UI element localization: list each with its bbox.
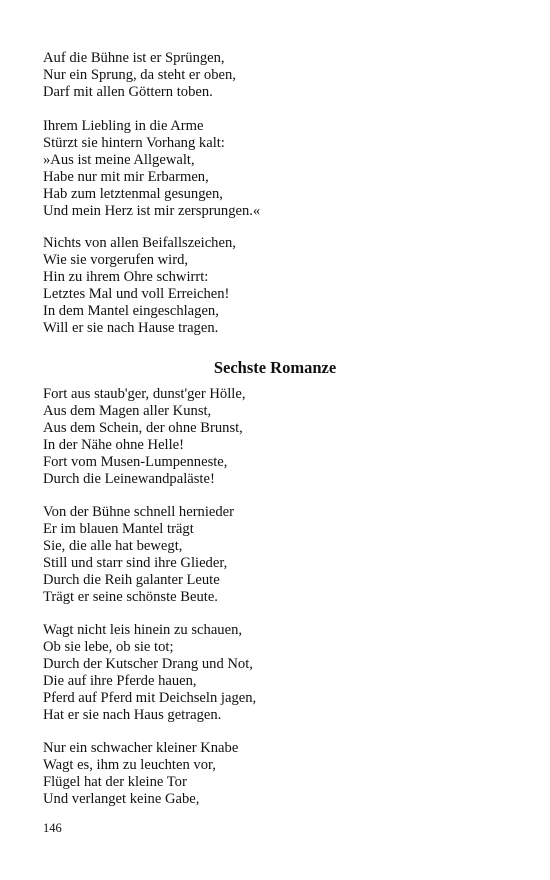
verse-line: Auf die Bühne ist er Sprüngen, <box>43 50 225 66</box>
verse-line: Wie sie vorgerufen wird, <box>43 251 189 268</box>
verse-line: Fort vom Musen-Lumpenneste, <box>43 453 228 470</box>
verse-line: Aus dem Schein, der ohne Brunst, <box>43 419 243 436</box>
verse-line: Und verlanget keine Gabe, <box>43 790 200 807</box>
verse-line: In der Nähe ohne Helle! <box>43 436 185 453</box>
verse-line: Nichts von allen Beifallszeichen, <box>43 235 236 251</box>
stanza <box>43 386 523 487</box>
verse-line: Pferd auf Pferd mit Deichseln jagen, <box>43 689 257 706</box>
verse-line: Und mein Herz ist mir zersprungen.« <box>43 202 261 219</box>
stanza <box>43 504 523 605</box>
stanza <box>43 50 523 101</box>
verse-line: Hin zu ihrem Ohre schwirrt: <box>43 268 209 285</box>
verse-line: Durch die Leinewandpaläste! <box>43 470 215 487</box>
verse-line: Von der Bühne schnell hernieder <box>43 504 235 520</box>
verse-line: In dem Mantel eingeschlagen, <box>43 302 219 319</box>
verse-line: Nur ein Sprung, da steht er oben, <box>43 66 236 83</box>
stanza <box>43 622 523 723</box>
verse-line: »Aus ist meine Allgewalt, <box>43 151 195 168</box>
verse-line: Ihrem Liebling in die Arme <box>43 118 204 134</box>
verse-line: Will er sie nach Hause tragen. <box>43 319 219 336</box>
verse-line: Sie, die alle hat bewegt, <box>43 537 183 554</box>
stanza <box>43 235 523 336</box>
verse-line: Die auf ihre Pferde hauen, <box>43 672 197 689</box>
verse-line: Nur ein schwacher kleiner Knabe <box>43 740 239 756</box>
verse-line: Still und starr sind ihre Glieder, <box>43 554 228 571</box>
page-number: 146 <box>43 821 62 835</box>
verse-line: Durch die Reih galanter Leute <box>43 571 220 588</box>
verse-line: Darf mit allen Göttern toben. <box>43 83 213 100</box>
verse-line: Trägt er seine schönste Beute. <box>43 588 218 605</box>
verse-line: Wagt nicht leis hinein zu schauen, <box>43 622 243 638</box>
verse-line: Fort aus staub'ger, dunst'ger Hölle, <box>43 386 246 402</box>
verse-line: Hat er sie nach Haus getragen. <box>43 706 222 723</box>
verse-line: Letztes Mal und voll Erreichen! <box>43 285 230 302</box>
stanza <box>43 118 523 219</box>
verse-line: Flügel hat der kleine Tor <box>43 773 187 790</box>
verse-line: Wagt es, ihm zu leuchten vor, <box>43 756 216 773</box>
stanza <box>43 740 523 808</box>
verse-line: Durch der Kutscher Drang und Not, <box>43 655 253 672</box>
verse-line: Er im blauen Mantel trägt <box>43 520 194 537</box>
verse-line: Hab zum letztenmal gesungen, <box>43 185 223 202</box>
section-title: Sechste Romanze <box>213 358 337 377</box>
verse-line: Aus dem Magen aller Kunst, <box>43 402 212 419</box>
verse-line: Habe nur mit mir Erbarmen, <box>43 168 209 185</box>
verse-line: Ob sie lebe, ob sie tot; <box>43 638 174 655</box>
verse-line: Stürzt sie hintern Vorhang kalt: <box>43 134 225 151</box>
